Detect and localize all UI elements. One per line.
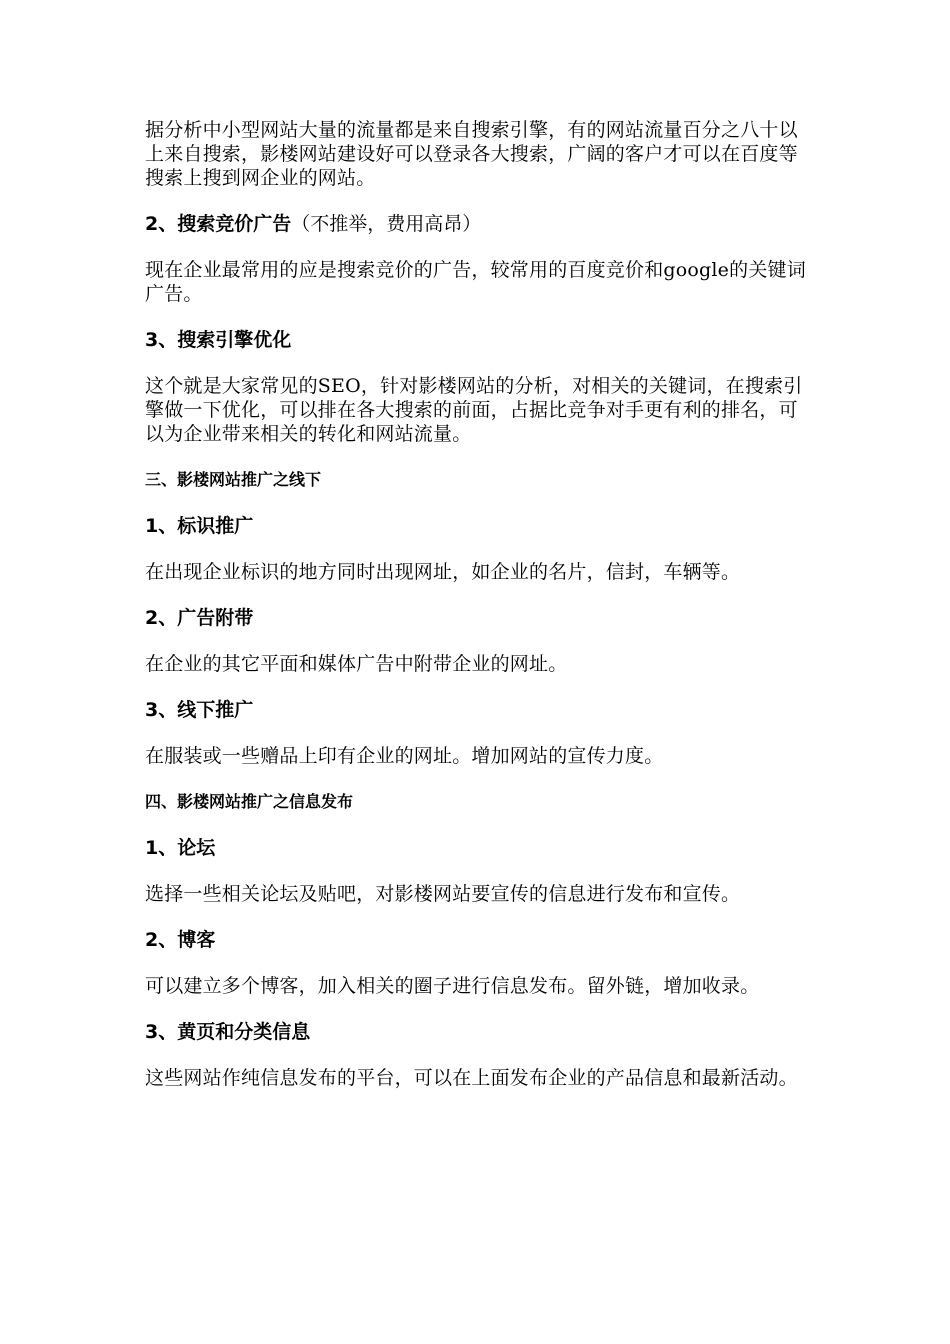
heading-offline-promotion: 3、线下推广 [145, 699, 254, 721]
heading-search-bidding-label: 2、搜索竞价广告 [145, 213, 292, 235]
logo-promotion-paragraph: 在出现企业标识的地方同时出现网址，如企业的名片，信封，车辆等。 [145, 561, 741, 583]
heading-forum: 1、论坛 [145, 837, 216, 859]
seo-paragraph: 这个就是大家常见的SEO，针对影楼网站的分析，对相关的关键词，在搜索引擎做一下优化，可以排在各大搜索的前面，占据比竞争对手更有利的排名，可以为企业带来相关的转化和网站流量。 [145, 375, 803, 445]
offline-promotion-paragraph: 在服装或一些赠品上印有企业的网址。增加网站的宣传力度。 [145, 745, 664, 767]
heading-logo-promotion: 1、标识推广 [145, 515, 254, 537]
yellow-pages-paragraph: 这些网站作纯信息发布的平台，可以在上面发布企业的产品信息和最新活动。 [145, 1067, 798, 1089]
heading-ad-attachment: 2、广告附带 [145, 607, 254, 629]
document-body [145, 118, 815, 1112]
section-heading-offline: 三、影楼网站推广之线下 [145, 470, 322, 489]
heading-seo: 3、搜索引擎优化 [145, 329, 292, 351]
search-bidding-paragraph: 现在企业最常用的应是搜索竞价的广告，较常用的百度竞价和google的关键词广告。 [145, 259, 806, 305]
heading-search-bidding-note: （不推举，费用高昂） [291, 213, 482, 235]
heading-blog: 2、博客 [145, 929, 216, 951]
ad-attachment-paragraph: 在企业的其它平面和媒体广告中附带企业的网址。 [145, 653, 568, 675]
heading-search-bidding [145, 212, 815, 236]
heading-yellow-pages: 3、黄页和分类信息 [145, 1021, 311, 1043]
section-heading-info-release: 四、影楼网站推广之信息发布 [145, 792, 354, 811]
forum-paragraph: 选择一些相关论坛及贴吧，对影楼网站要宣传的信息进行发布和宣传。 [145, 883, 741, 905]
intro-paragraph: 据分析中小型网站大量的流量都是来自搜索引擎，有的网站流量百分之八十以上来自搜索，影楼网站建设好可以登录各大搜索，广阔的客户才可以在百度等搜索上搜到网企业的网站。 [145, 119, 798, 189]
blog-paragraph: 可以建立多个博客，加入相关的圈子进行信息发布。留外链，增加收录。 [145, 975, 760, 997]
